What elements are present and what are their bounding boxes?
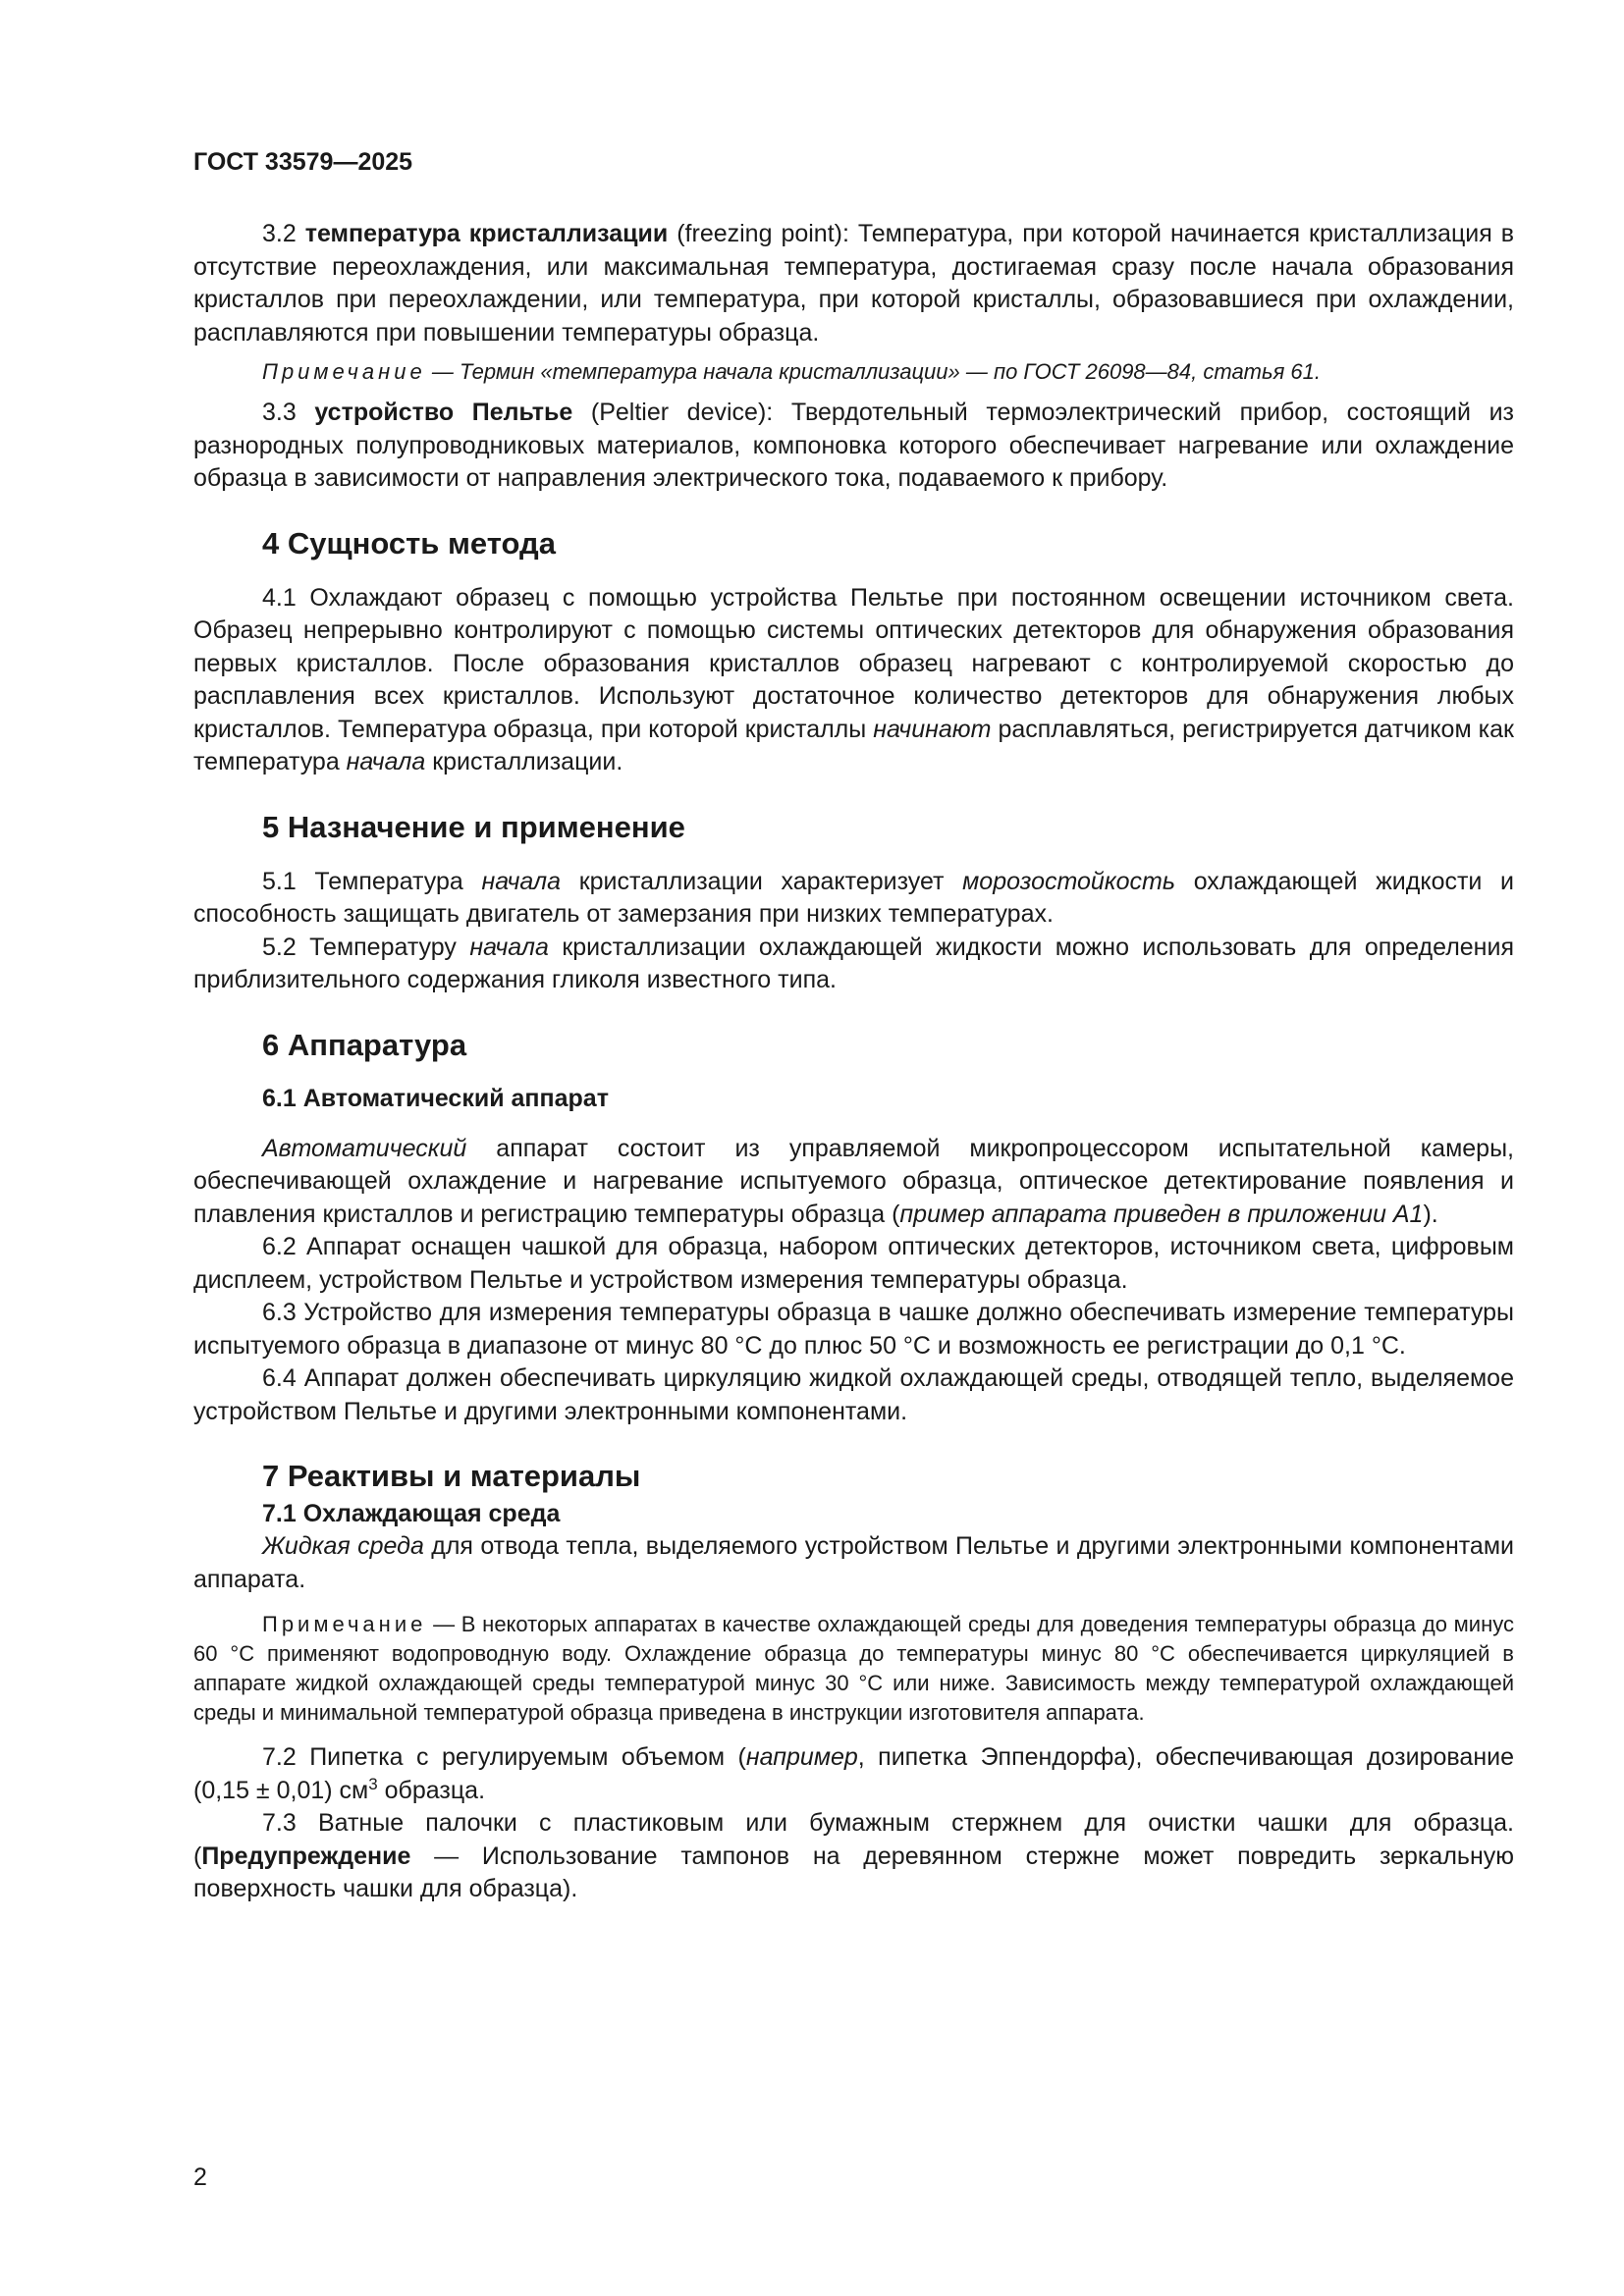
subsection-7-1-title: 7.1 Охлаждающая среда	[262, 1500, 561, 1527]
page-number: 2	[193, 2163, 207, 2191]
clause-number: 3.2	[262, 220, 297, 247]
clause-number: 3.3	[262, 399, 297, 426]
clause-5-2: 5.2 Температуру начала кристаллизации охлаждающей жидкости можно использовать для определения приблизительного содержания гликоля известного типа.	[193, 933, 1514, 993]
clause-6-3: 6.3 Устройство для измерения температуры образца в чашке должно обеспечивать измерение температуры испытуемого образца в диапазоне от минус 80 °С до плюс 50 °С и возможность ее регистрации до 0,1 °С.	[193, 1299, 1514, 1360]
clause-6-2: 6.2 Аппарат оснащен чашкой для образца, набором оптических детекторов, источником света, цифровым дисплеем, устройством Пельтье и устройством измерения температуры образца.	[193, 1233, 1514, 1294]
warning-label: Предупреждение	[201, 1842, 411, 1870]
document-header: ГОСТ 33579—2025	[193, 148, 413, 176]
section-5-title: 5 Назначение и применение	[262, 809, 685, 844]
clause-3-3	[193, 397, 1514, 496]
document-page	[193, 147, 1514, 1906]
subsection-6-1-title: 6.1 Автоматический аппарат	[262, 1084, 609, 1112]
term-freezing-point: температура кристаллизации	[304, 220, 669, 247]
clause-4-1: 4.1 Охлаждают образец с помощью устройства Пельтье при постоянном освещении источником света. Образец непрерывно контролируют с помощью системы оптических детекторов для обнаружения образования первых кристаллов. После образования кристаллов образец нагревают с контролируемой скоростью до расплавления всех кристаллов. Используют достаточное количество детекторов для обнаружения любых кристаллов. Температура образца, при которой кристаллы начинают расплавляться, регистрируется датчиком как температура начала кристаллизации.	[193, 583, 1514, 775]
clause-3-2	[193, 218, 1514, 349]
clause-7-1-text: Жидкая среда для отвода тепла, выделяемого устройством Пельтье и другими электронными компонентами аппарата.	[193, 1532, 1514, 1593]
note-3-2	[193, 357, 1514, 387]
note-text: — Термин «температура начала кристаллизации» — по ГОСТ 26098—84, статья 61.	[431, 359, 1322, 384]
note-label: Примечание	[262, 1612, 427, 1636]
clause-text: (Peltier device): Твердотельный термоэлектрический прибор, состоящий из разнородных полупроводниковых материалов, компоновка которого обеспечивает нагревание или охлаждение образца в зависимости от направления электрического тока, подаваемого к прибору.	[193, 399, 1515, 492]
clause-6-4: 6.4 Аппарат должен обеспечивать циркуляцию жидкой охлаждающей среды, отводящей тепло, выделяемое устройством Пельтье и другими электронными компонентами.	[193, 1364, 1514, 1425]
section-7-title: 7 Реактивы и материалы	[262, 1459, 641, 1493]
note-text: — В некоторых аппаратах в качестве охлаждающей среды для доведения температуры образца до минус 60 °С применяют водопроводную воду. Охлаждение образца до температуры минус 80 °С обеспечивается циркуляцией в аппарате жидкой охлаждающей среды температурой минус 30 °С или ниже. Зависимость между температурой охлаждающей среды и минимальной температурой образца приведена в инструкции изготовителя аппарата.	[193, 1612, 1514, 1725]
clause-6-1-text: Автоматический аппарат состоит из управляемой микропроцессором испытательной камеры, обеспечивающей охлаждение и нагревание испытуемого образца, оптическое детектирование появления и плавления кристаллов и регистрацию температуры образца (пример аппарата приведен в приложении А1).	[193, 1134, 1514, 1228]
note-7-1	[193, 1610, 1514, 1728]
clause-7-2: 7.2 Пипетка с регулируемым объемом (например, пипетка Эппендорфа), обеспечивающая дозирование (0,15 ± 0,01) $см^3$ образца.	[193, 1743, 1514, 1804]
section-4-title: 4 Сущность метода	[262, 525, 556, 561]
clause-text: (freezing point): Температура, при которой начинается кристаллизация в отсутствие переохлаждения, или максимальная температура, достигаемая сразу после начала образования кристаллов при переохлаждении, или температура, при которой кристаллы, образовавшиеся при охлаждении, расплавляются при повышении температуры образца.	[193, 220, 1515, 347]
term-peltier-device: устройство Пельтье	[314, 399, 573, 426]
note-label: Примечание	[262, 359, 426, 384]
section-6-title: 6 Аппаратура	[262, 1027, 467, 1062]
clause-5-1: 5.1 Температура начала кристаллизации характеризует морозостойкость охлаждающей жидкости и способность защищать двигатель от замерзания при низких температурах.	[193, 867, 1514, 928]
clause-7-3: 7.3 Ватные палочки с пластиковым или бумажным стержнем для очистки чашки для образца. (Предупреждение — Использование тампонов на деревянном стержне может повредить зеркальную поверхность чашки для образца).	[193, 1809, 1514, 1902]
